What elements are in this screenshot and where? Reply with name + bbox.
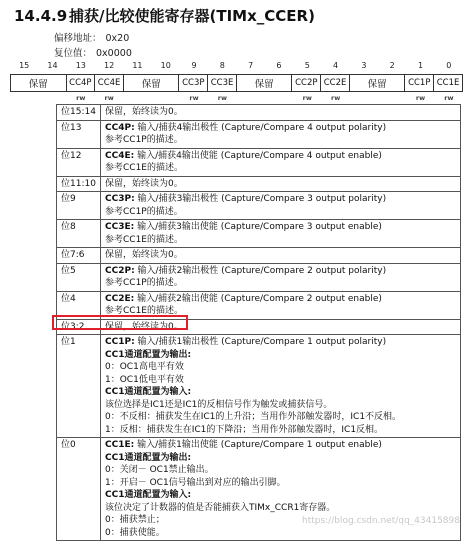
table-row [57,192,461,220]
description-line [105,374,457,387]
register-field: CC1E [434,75,463,92]
description-text: 输入/捕获2输出使能 (Capture/Compare 2 output enable) [134,293,382,304]
description-text: 参考CC1P的描述。 [105,278,183,288]
bit-position: 位12 [57,148,101,176]
offset-address [54,30,129,44]
register-field: 保留 [236,75,292,92]
description-line [105,321,457,334]
bit-position: 位0 [57,438,101,541]
bit-number: 8 [219,61,225,70]
register-field: 保留 [123,75,179,92]
bit-description [101,120,461,148]
description-line [105,134,457,147]
bit-description [101,176,461,192]
offset-value: 0x20 [105,33,130,44]
description-line [105,277,457,290]
description-text: 0：关闭－ OC1禁止输出。 [105,465,214,475]
register-field: CC2E [321,75,350,92]
register-field: CC1P [405,75,434,92]
description-text: 参考CC1P的描述。 [105,206,183,217]
description-text: 1：反相：捕获发生在IC1的下降沿；当用作外部触发器时，IC1反相。 [105,424,384,435]
field-name: CC1通道配置为输入: [105,387,192,397]
bit-description [101,291,461,319]
access-type [265,93,293,103]
access-type: rw [302,94,312,102]
description-line [105,206,457,219]
description-line [105,477,457,490]
register-field: 保留 [11,75,67,92]
description-text: 保留，始终读为0。 [105,250,183,260]
bit-number: 6 [276,61,282,70]
field-name: CC3E: [105,222,135,232]
access-type: rw [76,94,86,102]
description-line [105,489,457,502]
access-type: rw [444,94,454,102]
bit-number: 13 [75,61,86,70]
register-field: CC3P [179,75,208,92]
bit-number: 10 [160,61,171,70]
bit-number: 7 [248,61,254,70]
access-type: rw [104,94,114,102]
bit-description [101,248,461,264]
field-name: CC1通道配置为输出: [105,452,192,463]
register-field: CC3E [208,75,237,92]
bit-description [101,335,461,438]
bit-position: 位4 [57,291,101,319]
description-text: 保留，始终读为0。 [105,178,183,189]
register-field: 保留 [349,75,405,92]
field-name: CC3P: [105,194,135,204]
bit-description-table [56,104,461,541]
bit-number: 15 [19,61,30,70]
description-line [105,234,457,247]
bit-description [101,148,461,176]
description-line [105,464,457,477]
table-row [57,319,461,335]
description-line [105,293,457,306]
description-line [105,193,457,206]
section-title: 捕获/比较使能寄存器(TIMx_CCER) [69,7,315,25]
description-text: 参考CC1E的描述。 [105,163,183,173]
section-number: 14.4.9 [14,7,68,25]
reset-value [54,45,132,59]
field-name: CC1E: [105,440,135,450]
register-field: CC4P [66,75,95,92]
description-line [105,265,457,278]
access-row [10,93,463,103]
description-text: 0：OC1高电平有效 [105,362,184,372]
access-type [350,93,378,103]
description-line [105,122,457,135]
table-row [57,335,461,438]
bit-number: 1 [417,61,424,70]
bit-number: 2 [389,61,395,70]
access-type [38,93,66,103]
description-text: 输入/捕获2输出极性 (Capture/Compare 2 output polarity) [134,265,387,276]
description-text: 参考CC1E的描述。 [105,234,183,245]
access-type [152,93,180,103]
description-line [105,439,457,452]
description-line [105,178,457,191]
description-text: 参考CC1E的描述。 [105,306,183,316]
bit-position: 位13 [57,120,101,148]
description-line [105,411,457,424]
bit-number: 12 [104,61,115,70]
access-type [378,93,406,103]
bit-number-row [10,60,463,72]
description-line [105,502,457,515]
bit-number: 3 [361,61,367,70]
bit-position: 位5 [57,263,101,291]
bit-number: 14 [47,61,58,70]
bit-number: 9 [191,61,197,70]
table-row [57,220,461,248]
field-name: CC1通道配置为输入: [105,490,192,500]
description-line [105,399,457,412]
table-row [57,120,461,148]
field-name: CC2E: [105,293,135,304]
description-text: 该位选择是IC1还是IC1的反相信号作为触发或捕获信号。 [105,399,333,410]
bit-description [101,263,461,291]
description-text: 输入/捕获4输出极性 (Capture/Compare 4 output polarity) [134,122,387,133]
bit-description [101,192,461,220]
description-text: 1：开启－ OC1信号输出到对应的输出引脚。 [105,477,286,488]
bit-position: 位15:14 [57,105,101,121]
bit-number: 0 [446,61,452,70]
field-name: CC2P: [105,265,135,276]
table-row [57,248,461,264]
description-line [105,386,457,399]
table-row [57,263,461,291]
bit-number: 4 [333,61,339,70]
register-field: CC2P [292,75,321,92]
bit-position: 位1 [57,335,101,438]
description-text: 0：捕获禁止； [105,515,165,525]
bit-position: 位9 [57,192,101,220]
bit-description [101,105,461,121]
description-text: 输入/捕获3输出使能 (Capture/Compare 3 output enable) [134,222,382,232]
offset-label: 偏移地址： [54,33,102,44]
table-row [57,291,461,319]
table-row [57,176,461,192]
reset-value-text: 0x0000 [96,48,132,59]
bit-position: 位3:2 [57,319,101,335]
register-field: CC4E [95,75,124,92]
access-type [10,93,38,103]
description-line [105,221,457,234]
watermark: https://blog.csdn.net/qq_43415898 [301,516,460,526]
description-text: 输入/捕获4输出使能 (Capture/Compare 4 output enable) [134,150,382,161]
bit-description [101,319,461,335]
description-line [105,106,457,119]
description-text: 0：捕获使能。 [105,527,165,538]
bit-number: 5 [304,61,310,70]
bit-number: 11 [132,61,143,70]
description-line [105,349,457,362]
description-line [105,424,457,437]
access-type [237,93,265,103]
description-text: 保留，始终读为0。 [105,321,183,332]
description-text: 输入/捕获3输出极性 (Capture/Compare 3 output polarity) [134,194,387,204]
description-line [105,336,457,349]
description-line [105,305,457,318]
description-line [105,527,457,540]
description-text: 参考CC1P的描述。 [105,135,183,145]
description-line [105,249,457,262]
field-name: CC1通道配置为输出: [105,349,192,360]
description-line [105,361,457,374]
access-type: rw [415,94,426,102]
field-name: CC1P: [105,337,135,347]
bit-position: 位7:6 [57,248,101,264]
description-text: 该位决定了计数器的值是否能捕获入TIMx_CCR1寄存器。 [105,502,336,513]
register-layout [10,74,463,92]
bit-description [101,220,461,248]
table-row [57,148,461,176]
reset-label: 复位值： [54,48,93,59]
access-type: rw [217,94,227,102]
bit-position: 位8 [57,220,101,248]
bit-position: 位11:10 [57,176,101,192]
description-text: 保留，始终读为0。 [105,107,183,117]
description-text: 输入/捕获1输出极性 (Capture/Compare 1 output polarity) [134,337,387,347]
description-line [105,150,457,163]
section-heading [14,5,315,26]
description-text: 0：不反相：捕获发生在IC1的上升沿；当用作外部触发器时，IC1不反相。 [105,412,402,422]
field-name: CC4E: [105,150,135,161]
access-type: rw [330,94,341,102]
field-name: CC4P: [105,122,135,133]
table-row [57,105,461,121]
description-line [105,162,457,175]
description-line [105,452,457,465]
description-text: 输入/捕获1输出使能 (Capture/Compare 1 output enable) [134,440,382,450]
access-type: rw [189,94,199,102]
description-text: 1：OC1低电平有效 [105,374,184,385]
access-type [123,93,151,103]
